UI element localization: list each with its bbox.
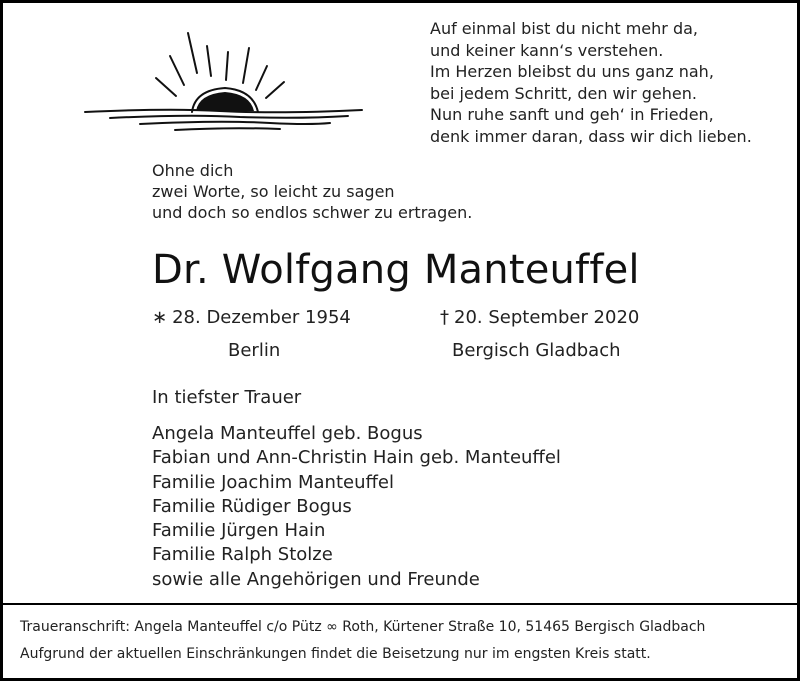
poem-right-line: bei jedem Schritt, den wir gehen.	[430, 83, 697, 103]
poem-right-line: Im Herzen bleibst du uns ganz nah,	[430, 62, 714, 82]
mourner-item: Fabian und Ann-Christin Hain geb. Manteuffel	[152, 447, 561, 469]
birth-date	[152, 306, 351, 330]
poem-right	[430, 18, 752, 148]
death-date	[440, 306, 639, 330]
poem-left-line: Ohne dich	[152, 161, 234, 180]
mourner-item: sowie alle Angehörigen und Freunde	[152, 568, 480, 590]
poem-right-line: Nun ruhe sanft und geh‘ in Frieden,	[430, 105, 714, 125]
mourners-list	[152, 422, 561, 592]
mourning-intro: In tiefster Trauer	[152, 387, 302, 408]
poem-right-line: und keiner kann‘s verstehen.	[430, 40, 664, 60]
mourner-item: Familie Ralph Stolze	[152, 544, 333, 566]
footer-note: Aufgrund der aktuellen Einschränkungen findet die Beisetzung nur im engsten Kreis statt.	[20, 646, 651, 662]
birth-symbol-icon: ∗	[152, 307, 168, 328]
rising-sun-icon	[80, 28, 370, 148]
mourner-item: Familie Joachim Manteuffel	[152, 471, 394, 493]
poem-right-line: Auf einmal bist du nicht mehr da,	[430, 19, 698, 38]
birth-date-text: 28. Dezember 1954	[172, 307, 351, 328]
poem-left-line: zwei Worte, so leicht zu sagen	[152, 182, 395, 201]
death-date-text: 20. September 2020	[454, 307, 640, 328]
footer-address: Traueranschrift: Angela Manteuffel c/o Pütz ∞ Roth, Kürtener Straße 10, 51465 Bergisch Gladbach	[20, 619, 706, 635]
poem-right-line: denk immer daran, dass wir dich lieben.	[430, 126, 752, 146]
mourner-item: Familie Jürgen Hain	[152, 520, 326, 542]
deceased-name: Dr. Wolfgang Manteuffel	[152, 247, 640, 293]
poem-left	[152, 160, 472, 223]
mourner-item: Familie Rüdiger Bogus	[152, 495, 352, 517]
mourner-item: Angela Manteuffel geb. Bogus	[152, 423, 423, 444]
footer-divider	[3, 603, 797, 605]
poem-left-line: und doch so endlos schwer zu ertragen.	[152, 203, 473, 222]
death-place: Bergisch Gladbach	[452, 340, 621, 361]
birth-place: Berlin	[228, 340, 281, 361]
death-cross-icon: †	[440, 307, 449, 328]
